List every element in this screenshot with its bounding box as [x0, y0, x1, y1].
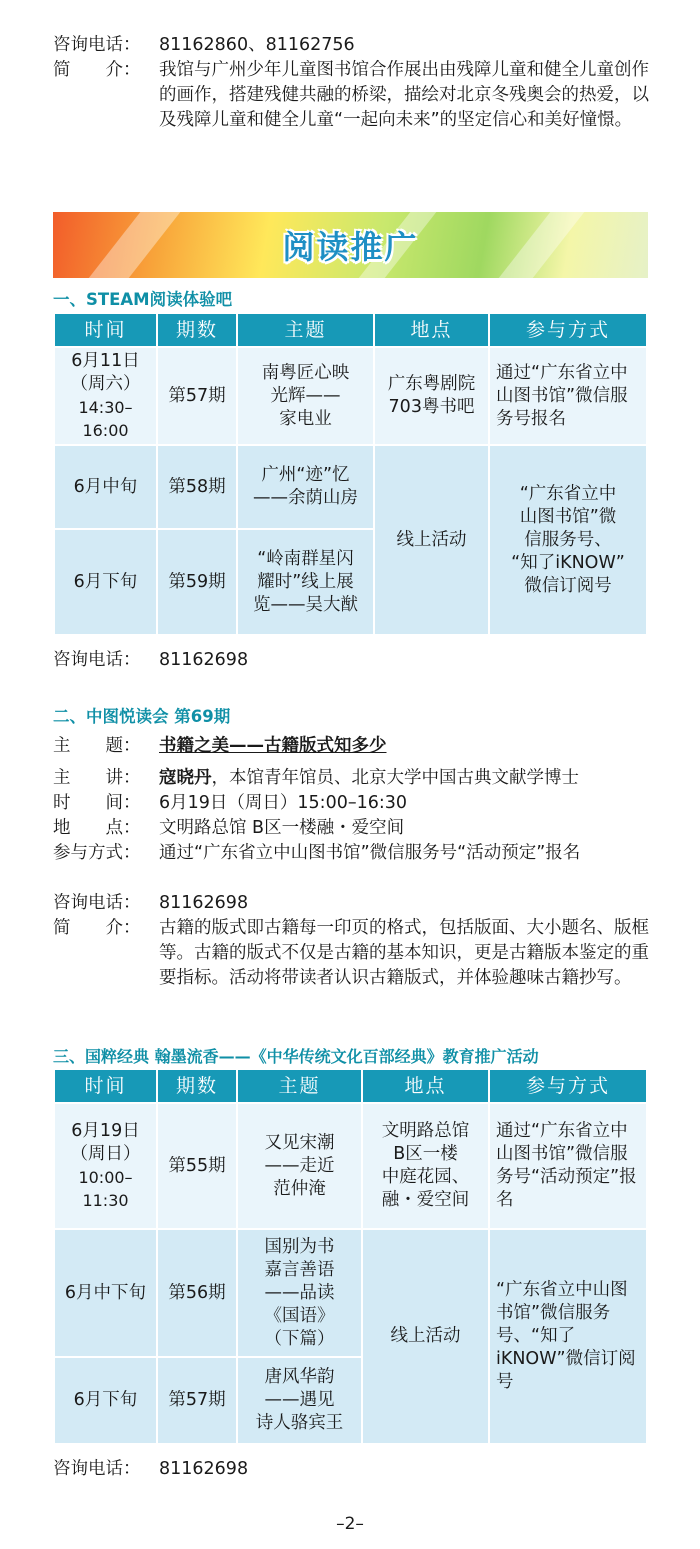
- section3-title: 三、国粹经典 翰墨流香——《中华传统文化百部经典》教育推广活动: [53, 1047, 539, 1066]
- table-cell-topic: 广州“迹”忆 ——余荫山房: [237, 445, 374, 529]
- intro-brief: 我馆与广州少年儿童图书馆合作展出由残障儿童和健全儿童创作的画作，搭建残健共融的桥梁，描绘对北京冬残奥会的热爱，以及残障儿童和健全儿童“一起向未来”的坚定信心和美好憧憬。: [159, 60, 649, 130]
- table-cell-place-online: 线上活动: [362, 1229, 489, 1444]
- event-place: 文明路总馆 B区一楼融・爱空间: [159, 818, 405, 838]
- event-method: 通过“广东省立中山图书馆”微信服务号“活动预定”报名: [159, 843, 581, 863]
- table-cell-method: 通过“广东省立中山图书馆”微信服务号“活动预定”报名: [489, 1103, 647, 1229]
- speaker-desc: ，本馆青年馆员、北京大学中国古典文献学博士: [211, 768, 579, 788]
- section1-phone: 81162698: [159, 650, 249, 670]
- table-cell-topic: 国别为书 嘉言善语 ——品读 《国语》 （下篇）: [237, 1229, 362, 1357]
- table-cell-time: 6月下旬: [54, 529, 157, 635]
- col-header-topic: 主题: [237, 313, 374, 347]
- section2-brief-label: 简 介：: [53, 918, 141, 938]
- col-header-place: 地点: [374, 313, 489, 347]
- section2-brief: 古籍的版式即古籍每一印页的格式，包括版面、大小题名、版框等。古籍的版式不仅是古籍的基本知识，更是古籍版本鉴定的重要指标。活动将带读者认识古籍版式，并体验趣味古籍抄写。: [159, 918, 649, 988]
- event-speaker: [159, 766, 579, 791]
- intro-phone: 81162860、81162756: [159, 35, 355, 55]
- table-cell-method: 通过“广东省立中山图书馆”微信服务号报名: [489, 347, 647, 445]
- col-header-time: 时间: [54, 1069, 157, 1103]
- section1-title: 一、STEAM阅读体验吧: [53, 290, 233, 309]
- table-cell-topic: “岭南群星闪 耀时”线上展 览——吴大猷: [237, 529, 374, 635]
- speaker-name: 寇晓丹: [159, 768, 212, 788]
- table-cell-issue: 第58期: [157, 445, 237, 529]
- page-number: –2–: [336, 1514, 364, 1534]
- table-cell-method-online: “广东省立中 山图书馆”微 信服务号、 “知了iKNOW” 微信订阅号: [489, 445, 647, 635]
- table-cell-issue: 第55期: [157, 1103, 237, 1229]
- table-cell-time: 6月19日 （周日） 10:00–11:30: [54, 1103, 157, 1229]
- col-header-issue: 期数: [157, 313, 237, 347]
- table-cell-time: 6月中旬: [54, 445, 157, 529]
- table-cell-place: 文明路总馆 B区一楼 中庭花园、 融・爱空间: [362, 1103, 489, 1229]
- table-cell-place-online: 线上活动: [374, 445, 489, 635]
- col-header-topic: 主题: [237, 1069, 362, 1103]
- table-cell-issue: 第59期: [157, 529, 237, 635]
- topic-label: 主 题：: [53, 736, 141, 756]
- steam-schedule-table: [54, 313, 647, 635]
- event-topic: 书籍之美——古籍版式知多少: [159, 736, 387, 756]
- section3-phone: 81162698: [159, 1459, 249, 1479]
- event-time: 6月19日（周日）15:00–16:30: [159, 793, 408, 813]
- method-label: 参与方式：: [53, 843, 141, 863]
- section1-phone-label: 咨询电话：: [53, 650, 141, 670]
- section2-title: 二、中图悦读会 第69期: [53, 707, 231, 726]
- section2-phone: 81162698: [159, 893, 249, 913]
- table-cell-method-online: “广东省立中山图书馆”微信服务号、“知了iKNOW”微信订阅号: [489, 1229, 647, 1444]
- time-label: 时 间：: [53, 793, 141, 813]
- col-header-time: 时间: [54, 313, 157, 347]
- col-header-method: 参与方式: [489, 1069, 647, 1103]
- section2-phone-label: 咨询电话：: [53, 893, 141, 913]
- table-cell-time: 6月11日 （周六） 14:30–16:00: [54, 347, 157, 445]
- table-cell-place: 广东粤剧院 703粤书吧: [374, 347, 489, 445]
- table-cell-time: 6月下旬: [54, 1357, 157, 1444]
- table-cell-topic: 又见宋潮 ——走近 范仲淹: [237, 1103, 362, 1229]
- speaker-label: 主 讲：: [53, 768, 141, 788]
- place-label: 地 点：: [53, 818, 141, 838]
- banner-title: 阅读推广: [282, 228, 419, 266]
- col-header-method: 参与方式: [489, 313, 647, 347]
- section3-phone-label: 咨询电话：: [53, 1459, 141, 1479]
- reading-promotion-banner: [53, 212, 648, 278]
- col-header-place: 地点: [362, 1069, 489, 1103]
- table-cell-time: 6月中下旬: [54, 1229, 157, 1357]
- intro-brief-label: 简 介：: [53, 60, 141, 80]
- classics-schedule-table: [54, 1069, 647, 1444]
- table-cell-issue: 第57期: [157, 1357, 237, 1444]
- col-header-issue: 期数: [157, 1069, 237, 1103]
- table-cell-topic: 南粤匠心映 光辉—— 家电业: [237, 347, 374, 445]
- table-cell-topic: 唐风华韵 ——遇见 诗人骆宾王: [237, 1357, 362, 1444]
- table-cell-issue: 第56期: [157, 1229, 237, 1357]
- intro-phone-label: 咨询电话：: [53, 35, 141, 55]
- table-cell-issue: 第57期: [157, 347, 237, 445]
